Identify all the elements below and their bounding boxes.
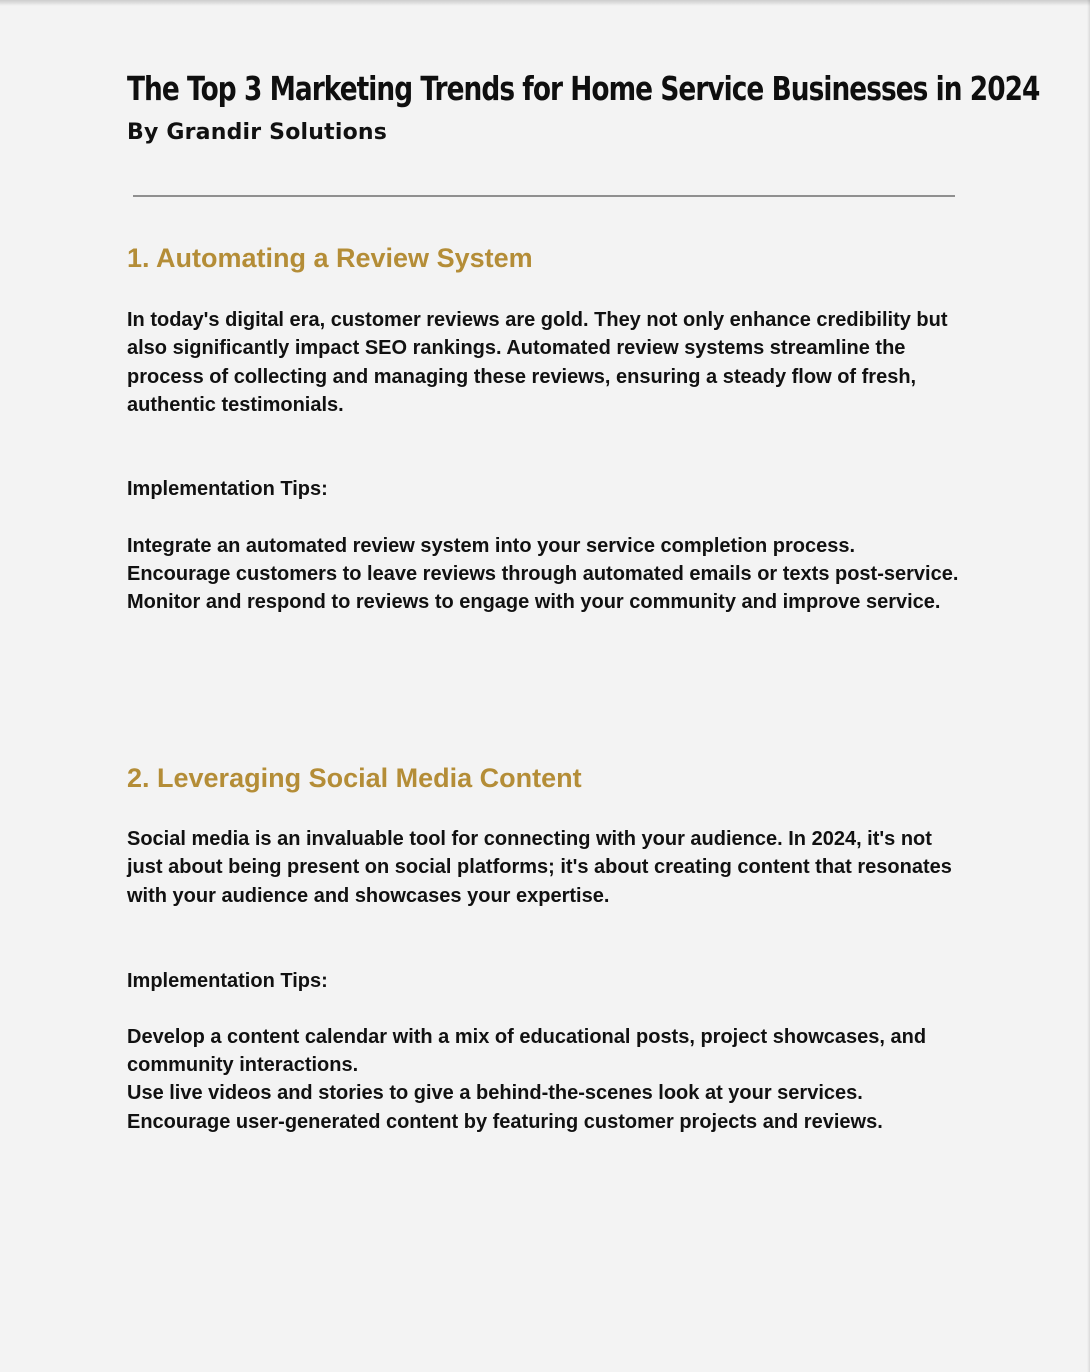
section-body: Social media is an invaluable tool for connecting with your audience. In 2024, it's not just about being present on social platforms; it's about creating content that resonates with your audience and showcases your expertise.	[127, 828, 952, 907]
section-heading: 2. Leveraging Social Media Content	[127, 763, 582, 793]
implementation-tips-label: Implementation Tips:	[127, 970, 328, 992]
implementation-tips-label: Implementation Tips:	[127, 478, 328, 500]
tip-item: Integrate an automated review system into your service completion process.	[127, 535, 856, 557]
tip-item: Use live videos and stories to give a behind-the-scenes look at your services.	[127, 1082, 863, 1105]
tip-item: Encourage user-generated content by featuring customer projects and reviews.	[127, 1110, 883, 1133]
tip-item: Monitor and respond to reviews to engage with your community and improve service.	[127, 591, 941, 614]
document-byline: By Grandir Solutions	[127, 120, 388, 145]
document-title: The Top 3 Marketing Trends for Home Service Businesses in 2024	[127, 69, 1040, 108]
tip-item: Develop a content calendar with a mix of educational posts, project showcases, and community interactions.	[127, 1026, 927, 1077]
implementation-tips-list	[127, 1023, 962, 1136]
section-heading: 1. Automating a Review System	[127, 243, 533, 273]
page-top-shadow	[0, 0, 1090, 6]
implementation-tips-list	[127, 532, 962, 617]
section-body: In today's digital era, customer reviews are gold. They not only enhance credibility but also significantly impact SEO rankings. Automated review systems streamline the process of collecting and managing these reviews, ensuring a steady flow of fresh, authentic testimonials.	[127, 309, 948, 417]
header-divider	[133, 195, 955, 197]
tip-item: Encourage customers to leave reviews through automated emails or texts post-service.	[127, 563, 959, 586]
